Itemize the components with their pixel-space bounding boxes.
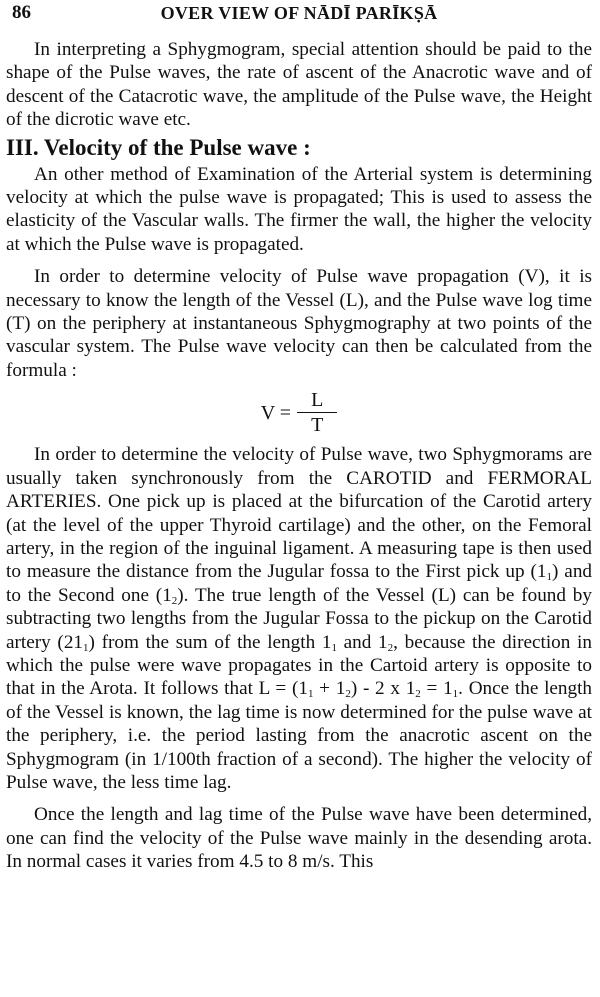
text-run: + 1	[313, 678, 346, 700]
subscript: 2	[345, 688, 351, 701]
formula-lhs: V =	[260, 401, 292, 424]
subscript: 2	[387, 641, 394, 654]
formula-numerator: L	[297, 388, 337, 413]
subscript: 1	[83, 641, 89, 654]
paragraph-measurement-procedure	[6, 443, 592, 794]
page-header	[6, 0, 592, 30]
text-run: ). The true length of the Vessel (L) can be found by subtracting two lengths from the Jugular Fossa to the pickup on the Carotid artery (21	[6, 584, 592, 653]
text-run: = 1	[420, 678, 453, 700]
subscript: 1	[307, 688, 314, 701]
text-run: In order to determine the velocity of Pulse wave, two Sphygmorams are usually taken synchronously from the CAROTID and FERMORAL ARTERIES. One pick up is placed at the bifurcation of the Carotid artery (at the level of the upper Thyroid cartilage) and the other, on the Femoral artery, in the region of the inguinal ligament. A measuring tape is then used to measure the distance from the Jugular fossa to the First pick up (1	[6, 444, 592, 583]
spacer	[6, 256, 592, 265]
page-number: 86	[12, 2, 31, 23]
paragraph-velocity-determination: In order to determine velocity of Pulse wave propagation (V), it is necessary to know the length of the Vessel (L), and the Pulse wave log time (T) on the periphery at instantaneous Sphygmography at two points of the vascular system. The Pulse wave velocity can then be calculated from the formula :	[6, 266, 592, 381]
subscript: 2	[171, 594, 178, 607]
subscript: 2	[415, 688, 421, 701]
paragraph-other-method: An other method of Examination of the Arterial system is determining velocity at which the pulse wave is propagated; This is used to assess the elasticity of the Vascular walls. The firmer the wall, the higher the velocity at which the Pulse wave is propagated.	[6, 163, 592, 255]
text-run: , because the direction in which the pulse were wave propagates in the Cartoid artery is opposite to that in the Arota. It follows that L = (1	[6, 631, 592, 700]
spacer	[6, 30, 592, 38]
text-run: . Once the length of the Vessel is known, the lag time is now determined for the pulse wave at the periphery, i.e. the period lasting from the anacrotic ascent on the Sphygmogram (in 1/100th fraction of a second). The higher the velocity of Pulse wave, the less time lag.	[6, 678, 593, 793]
spacer	[6, 794, 592, 803]
text-run: ) and to the Second one (1	[6, 561, 593, 606]
formula-fraction	[297, 388, 337, 438]
paragraph-velocity-result: Once the length and lag time of the Pulse wave have been determined, one can find the velocity of the Pulse wave mainly in the desending arota. In normal cases it varies from 4.5 to 8 m/s. This	[6, 804, 592, 873]
text-run: ) - 2 x 1	[350, 678, 416, 700]
section-heading: III. Velocity of the Pulse wave :	[6, 134, 311, 160]
subscript: 1	[331, 641, 337, 654]
subscript: 1	[546, 571, 552, 584]
velocity-formula	[6, 385, 592, 441]
running-title: OVER VIEW OF NĀDĪ PARĪKṢĀ	[160, 3, 438, 23]
formula-denominator: T	[311, 414, 324, 437]
paragraph-sphygmogram-interpretation: In interpreting a Sphygmogram, special attention should be paid to the shape of the Pulse waves, the rate of ascent of the Anacrotic wave and of descent of the Catacrotic wave, the amplitude of the Pulse wave, the Height of the dicrotic wave etc.	[6, 39, 592, 131]
subscript: 1	[452, 688, 459, 701]
text-run: ) from the sum of the length 1	[88, 631, 332, 653]
text-run: and 1	[336, 631, 388, 653]
